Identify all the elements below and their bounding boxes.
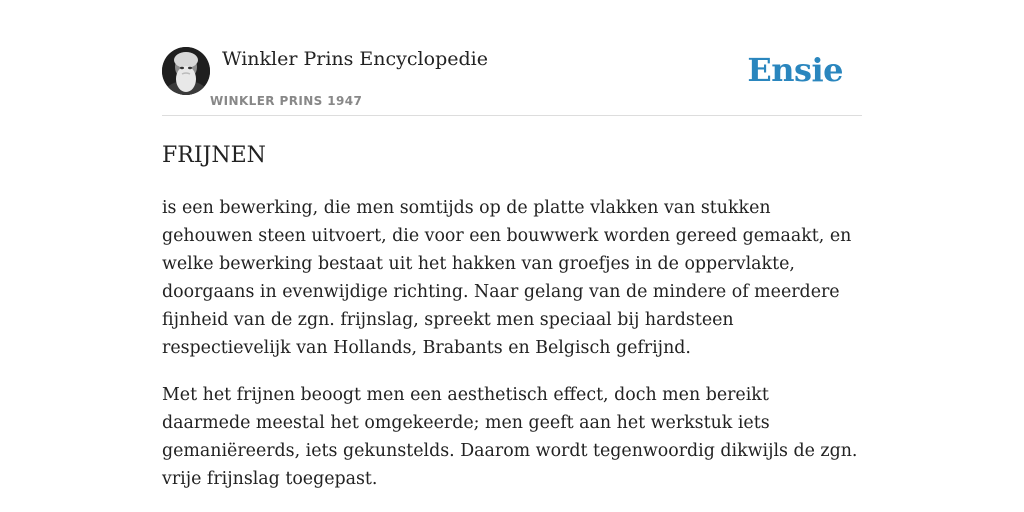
article-title: FRIJNEN	[162, 143, 266, 168]
article-page	[162, 0, 862, 493]
article-header	[162, 46, 862, 116]
source-edition[interactable]: WINKLER PRINS 1947	[210, 94, 363, 108]
brand-logo[interactable]: Ensie	[747, 51, 843, 89]
bearded-man-portrait-icon	[162, 47, 210, 95]
source-title[interactable]: Winkler Prins Encyclopedie	[222, 48, 488, 70]
source-avatar[interactable]	[162, 47, 210, 95]
article-paragraph: is een bewerking, die men somtijds op de platte vlakken van stukken gehouwen steen uitvoert, die voor een bouwwerk worden gereed gemaakt, en welke bewerking bestaat uit het hakken van groefjes in de oppervlakte, doorgaans in evenwijdige richting. Naar gelang van de mindere of meerdere fijnheid van de zgn. frijnslag, spreekt men speciaal bij hardsteen respectievelijk van Hollands, Brabants en Belgisch gefrijnd.	[162, 198, 852, 358]
article-paragraph: Met het frijnen beoogt men een aesthetisch effect, doch men bereikt daarmede meestal het omgekeerde; men geeft aan het werkstuk iets gemaniëreerds, iets gekunstelds. Daarom wordt tegenwoordig dikwijls de zgn. vrije frijnslag toegepast.	[162, 385, 858, 489]
